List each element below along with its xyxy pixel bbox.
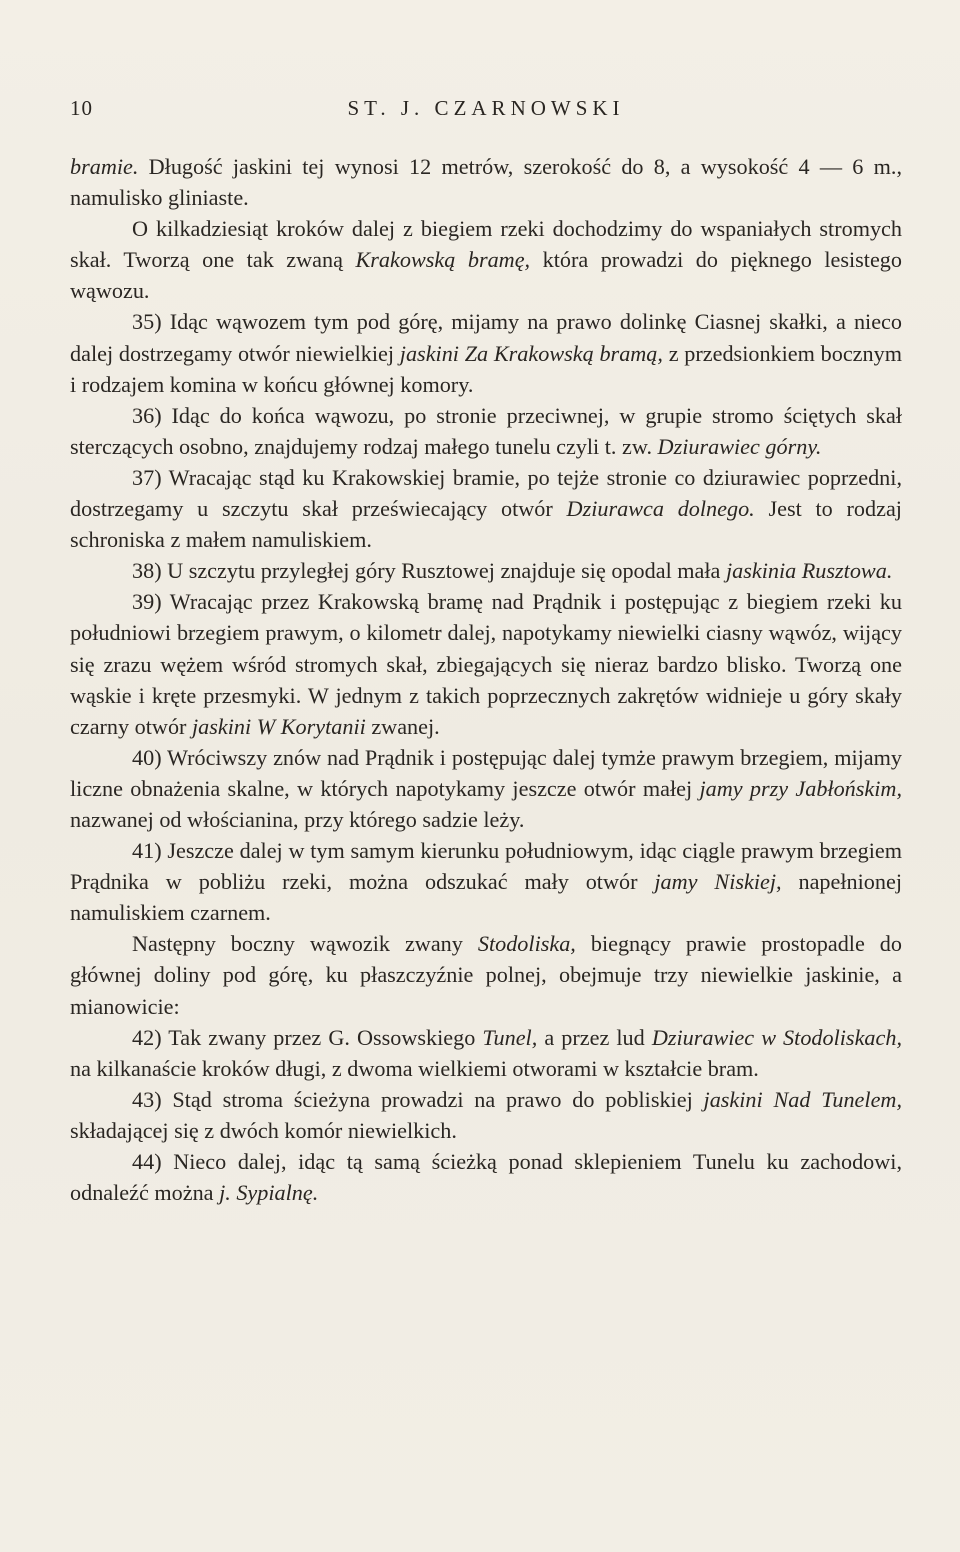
italic-term: bramie. [70, 154, 139, 179]
italic-term: jamy przy Jabłońskim, [699, 775, 902, 801]
italic-term: jaskini Za Krakowską bramą, [399, 340, 663, 366]
paragraph [70, 151, 902, 213]
paragraph [70, 1146, 902, 1208]
text-run: 39) Wracając przez Krakowską bramę nad Prądnik i postępując z biegiem rzeki ku południowi brzegiem prawym, o kilometr dalej, napotykamy niewielki ciasny wąwóz, wijący się zrazu wężem wśród stromych skał, zbiegających się nieraz bardzo blisko. Tworzą one wąskie i kręte przesmyki. W jednym z takich poprzecznych zakrętów widnieje u góry skały czarny otwór [70, 589, 902, 739]
paragraph [70, 306, 902, 399]
text-run: nazwanej od włościanina, przy którego sadzie leży. [70, 806, 525, 832]
text-run: biegnący prawie prostopadle do głównej doliny pod górę, ku płaszczyźnie polnej, obejmuje trzy niewielkie jaskinie, a mianowicie: [70, 931, 902, 1019]
italic-term: Dziurawiec w Stodoliskach, [651, 1024, 902, 1050]
text-run: 35) Idąc wąwozem tym pod górę, mijamy na prawo dolinkę Ciasnej skałki, a nieco dalej dostrzegamy otwór niewielkiej [70, 309, 902, 366]
italic-term: Krakowską bramę, [355, 247, 531, 273]
text-run: z przedsionkiem bocznym i rodzajem komina w końcu głównej komory. [70, 340, 902, 397]
page-header [70, 96, 902, 136]
italic-term: j. Sypialnę. [219, 1180, 319, 1206]
paragraph [70, 1084, 902, 1146]
paragraph [70, 742, 902, 835]
text-run: która prowadzi do pięknego lesistego wąwozu. [70, 247, 902, 304]
text-run: 37) Wracając stąd ku Krakowskiej bramie, po tejże stronie co dziurawiec poprzedni, dostrzegamy u szczytu skał przeświecający otwór [70, 464, 902, 522]
italic-term: jaskini Nad Tunelem, [703, 1086, 902, 1112]
text-run: składającej się z dwóch komór niewielkich. [70, 1117, 457, 1143]
running-head: ST. J. CZARNOWSKI [347, 96, 625, 120]
text-run: Jest to rodzaj schroniska z małem namuliskiem. [70, 496, 902, 553]
text-run: zwanej. [365, 713, 440, 739]
paragraph [70, 462, 902, 555]
text-run: napełnionej namuliskiem czarnem. [70, 869, 902, 926]
body-text [70, 151, 902, 1208]
text-run: a przez lud [537, 1024, 652, 1050]
italic-term: jamy Niskiej, [654, 869, 782, 895]
italic-term: Tunel, [482, 1024, 538, 1050]
text-run: 41) Jeszcze dalej w tym samym kierunku południowym, idąc ciągle prawym brzegiem Prądnika w pobliżu rzeki, można odszukać mały otwór [70, 838, 902, 895]
italic-term: Dziurawiec górny. [657, 433, 822, 459]
paragraph [70, 928, 902, 1021]
page-number: 10 [70, 96, 93, 120]
paragraph [70, 555, 902, 586]
paragraph [70, 213, 902, 306]
text-run: 44) Nieco dalej, idąc tą samą ścieżką ponad sklepieniem Tunelu ku zachodowi, odnaleźć można [70, 1149, 902, 1206]
italic-term: jaskini W Korytanii [191, 713, 366, 739]
text-run: 40) Wróciwszy znów nad Prądnik i postępując dalej tymże prawym brzegiem, mijamy liczne obnażenia skalne, w których napotykamy jeszcze otwór małej [70, 744, 902, 801]
text-run: Długość jaskini tej wynosi 12 metrów, szerokość do 8, a wysokość 4 — 6 m., namulisko gliniaste. [70, 154, 902, 211]
italic-term: Stodoliska, [477, 931, 576, 957]
paragraph [70, 400, 902, 462]
paragraph [70, 835, 902, 928]
text-run: 36) Idąc do końca wąwozu, po stronie przeciwnej, w grupie stromo ściętych skał sterczących osobno, znajdujemy rodzaj małego tunelu czyli t. zw. [70, 402, 902, 459]
text-run: O kilkadziesiąt kroków dalej z biegiem rzeki dochodzimy do wspaniałych stromych skał. Tworzą one tak zwaną [70, 216, 902, 273]
italic-term: Dziurawca dolnego. [566, 496, 755, 522]
text-run: 38) U szczytu przyległej góry Rusztowej znajduje się opodal mała [132, 558, 726, 584]
text-run: 42) Tak zwany przez G. Ossowskiego [132, 1024, 483, 1050]
italic-term: jaskinia Rusztowa. [725, 558, 893, 584]
paragraph [70, 1022, 902, 1084]
text-run: Następny boczny wąwozik zwany [132, 931, 478, 957]
paragraph [70, 586, 902, 741]
text-run: na kilkanaście kroków długi, z dwoma wielkiemi otworami w kształcie bram. [70, 1055, 759, 1081]
text-run: 43) Stąd stroma ścieżyna prowadzi na prawo do pobliskiej [132, 1086, 704, 1112]
